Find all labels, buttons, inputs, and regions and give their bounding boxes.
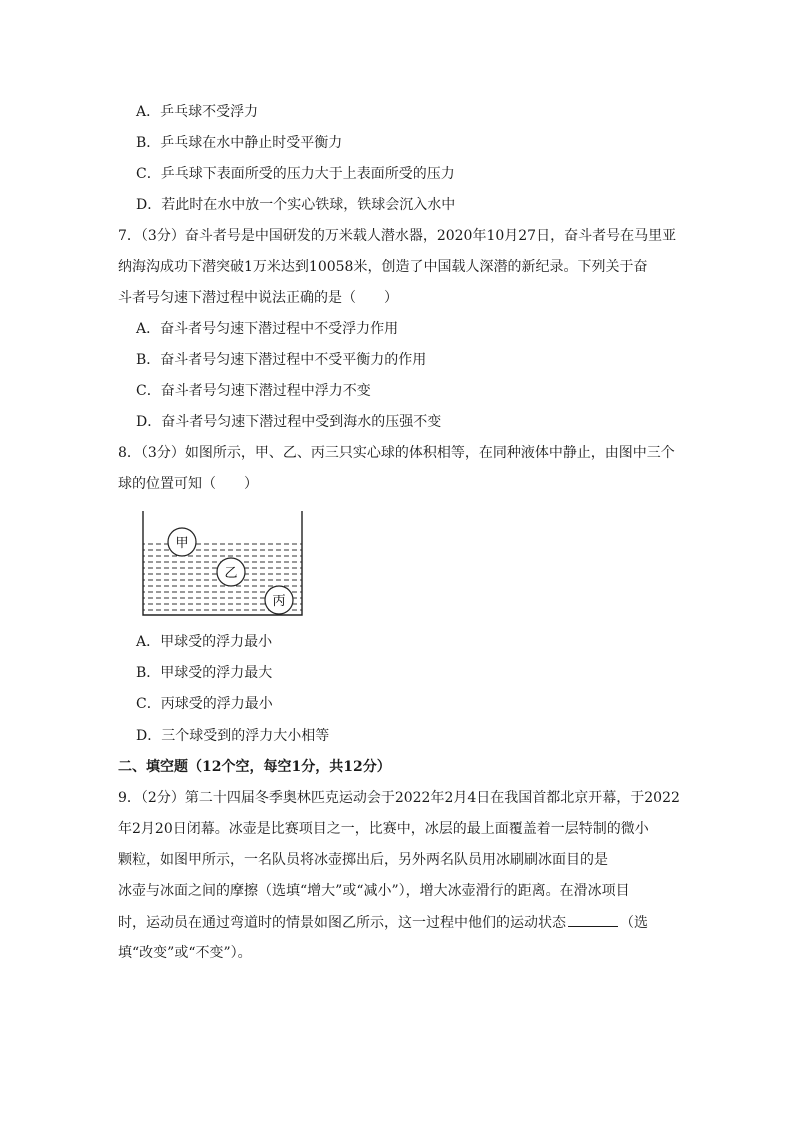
q9-line-1: 9．（2分）第二十四届冬季奥林匹克运动会于2022年2月4日在我国首都北京开幕，于2022 bbox=[118, 790, 680, 806]
q7-stem-line-1: 7．（3分）奋斗者号是中国研发的万米载人潜水器，2020年10月27日，奋斗者号在马里亚 bbox=[118, 228, 677, 244]
answer-blank[interactable] bbox=[568, 912, 618, 927]
q6-option-c: C．乒乓球下表面所受的压力大于上表面所受的压力 bbox=[136, 166, 455, 182]
q9-line-3: 颗粒，如图甲所示，一名队员将冰壶掷出后，另外两名队员用冰刷刷冰面目的是 bbox=[118, 852, 608, 868]
ball-yi bbox=[217, 558, 245, 586]
q7-option-b: B．奋斗者号匀速下潜过程中不受平衡力的作用 bbox=[136, 352, 427, 368]
q7-stem-line-2: 纳海沟成功下潜突破1万米达到10058米，创造了中国载人深潜的新纪录。下列关于奋 bbox=[118, 259, 648, 275]
q9-line-5-text: 时，运动员在通过弯道时的情景如图乙所示，这一过程中他们的运动状态 bbox=[118, 915, 566, 931]
ball-jia bbox=[168, 528, 196, 556]
q6-option-a: A．乒乓球不受浮力 bbox=[136, 104, 259, 120]
section-heading-fill-in: 二、填空题（12个空，每空1分，共12分） bbox=[118, 759, 391, 775]
q6-option-b: B．乒乓球在水中静止时受平衡力 bbox=[136, 135, 343, 151]
q9-line-2: 年2月20日闭幕。冰壶是比赛项目之一，比赛中，冰层的最上面覆盖着一层特制的微小 bbox=[118, 821, 649, 837]
ball-bing bbox=[265, 586, 293, 614]
q7-option-a: A．奋斗者号匀速下潜过程中不受浮力作用 bbox=[136, 321, 399, 337]
q7-option-d: D．奋斗者号匀速下潜过程中受到海水的压强不变 bbox=[136, 414, 442, 430]
q8-option-a: A．甲球受的浮力最小 bbox=[136, 634, 273, 650]
q7-stem-line-3: 斗者号匀速下潜过程中说法正确的是（ ） bbox=[118, 290, 398, 306]
ball-yi-label: 乙 bbox=[224, 566, 238, 581]
q8-option-d: D．三个球受到的浮力大小相等 bbox=[136, 728, 330, 744]
ball-bing-label: 丙 bbox=[272, 594, 286, 609]
q7-option-c: C．奋斗者号匀速下潜过程中浮力不变 bbox=[136, 383, 371, 399]
q9-line-4: 冰壶与冰面之间的摩擦（选填“增大”或“减小”），增大冰壶滑行的距离。在滑冰项目 bbox=[118, 883, 630, 899]
q8-figure-container bbox=[140, 511, 306, 619]
q6-option-d: D．若此时在水中放一个实心铁球，铁球会沉入水中 bbox=[136, 197, 456, 213]
q8-stem-line-1: 8．（3分）如图所示，甲、乙、丙三只实心球的体积相等，在同种液体中静止，由图中三个 bbox=[118, 445, 675, 461]
ball-jia-label: 甲 bbox=[175, 536, 189, 551]
q8-stem-line-2: 球的位置可知（ ） bbox=[118, 476, 258, 492]
q9-line-6: 填“改变”或“不变”）。 bbox=[118, 945, 252, 961]
q8-option-c: C．丙球受的浮力最小 bbox=[136, 696, 273, 712]
q9-line-5-suffix: （选 bbox=[620, 915, 648, 931]
q9-line-5 bbox=[118, 912, 648, 933]
q8-option-b: B．甲球受的浮力最大 bbox=[136, 665, 273, 681]
